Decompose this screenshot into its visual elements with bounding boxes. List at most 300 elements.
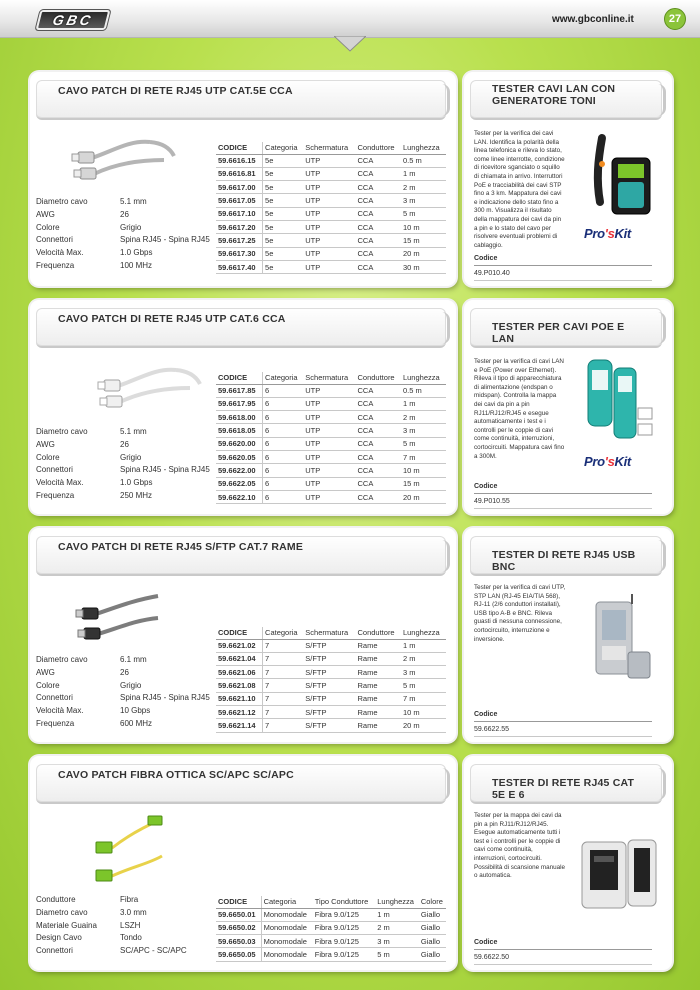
product-description: Tester per la verifica dei cavi LAN. Identifica la polarità della linea telefonica e rileva lo stato, come linee interrotte, condizione di ricevitore sganciato o squillo di chiamata in arrivo. Interruttori PoE e tracciabilità dei cavi STP fino a 3 km. Mappatura dei cavi e indicazione dello stato fino a 300 m. Visualizza il risultato della mappatura dei cavi da pin a pin e lo stato del cavo per risolvere eventuali problemi di cablaggio. <box>474 130 565 249</box>
product-description: Tester per la mappa dei cavi da pin a pin RJ11/RJ12/RJ45. Esegue automaticamente tutti i test e i controlli per le coppie di cavi come continuità, interruzioni, cortocircuiti. Possibilità di scansione manuale o automatica. <box>474 812 566 880</box>
table-cell: UTP <box>303 247 355 260</box>
spec-value: Grigio <box>120 452 142 462</box>
table-cell: CCA <box>356 181 401 194</box>
spec-label: Velocità Max. <box>36 248 84 258</box>
white-ethernet-cable-image <box>96 362 206 412</box>
column-header: Lunghezza <box>401 372 446 384</box>
table-cell: UTP <box>303 477 355 490</box>
spec-value: 1.0 Gbps <box>120 478 153 488</box>
spec-label: Colore <box>36 222 60 232</box>
table-row <box>216 921 446 934</box>
table-cell: Rame <box>356 679 401 692</box>
spec-row <box>36 452 210 465</box>
code-value: 49.P010.55 <box>474 494 652 509</box>
spec-value: 26 <box>120 209 129 219</box>
spec-label: Diametro cavo <box>36 427 88 436</box>
table-cell: 59.6617.30 <box>216 247 263 260</box>
table-cell: 5 m <box>375 948 419 961</box>
table-cell: Fibra 9.0/125 <box>313 948 376 961</box>
spec-value: Spina RJ45 - Spina RJ45 <box>120 235 210 245</box>
table-row <box>216 908 446 921</box>
table-cell: CCA <box>356 411 401 424</box>
table-cell: CCA <box>356 397 401 410</box>
table-cell: Rame <box>356 692 401 705</box>
table-cell: 5 m <box>401 679 446 692</box>
code-value: 49.P010.40 <box>474 266 652 281</box>
table-cell: Giallo <box>419 935 446 948</box>
table-cell: 0.5 m <box>401 154 446 167</box>
table-cell: CCA <box>356 464 401 477</box>
table-row <box>216 666 446 679</box>
product-description: Tester per la verifica di cavi LAN e PoE (Power over Ethernet). Rileva il tipo di apparecchiatura di alimentazione (endspan o midspan). Controlla la mappa dei cavi da pin a pin RJ11/RJ12/RJ45 e esegue automaticamente i test e i controlli per le coppie di cavi come continuità, interruzioni, cortocircuiti. Mappatura cavi fino a 300M. <box>474 358 565 460</box>
table-cell: 20 m <box>401 719 446 732</box>
table-cell: 5e <box>263 154 304 167</box>
spec-value: 100 MHz <box>120 260 153 270</box>
table-cell: 59.6622.00 <box>216 464 263 477</box>
column-header: Conduttore <box>356 372 401 384</box>
column-header: Schermatura <box>303 627 355 639</box>
spec-value: Grigio <box>120 680 142 690</box>
table-row <box>216 207 446 220</box>
spec-label: AWG <box>36 209 55 219</box>
spec-row <box>36 439 210 452</box>
table-row <box>216 397 446 410</box>
table-row <box>216 260 446 273</box>
table-cell: Monomodale <box>261 948 313 961</box>
brand-accent: 's <box>604 226 615 241</box>
spec-row <box>36 196 210 209</box>
table-cell: UTP <box>303 207 355 220</box>
spec-row <box>36 464 210 477</box>
spec-value: 5.1 mm <box>120 427 147 436</box>
table-cell: UTP <box>303 194 355 207</box>
table-cell: Monomodale <box>261 908 313 921</box>
product-card-fiber <box>30 756 456 970</box>
table-cell: CCA <box>356 194 401 207</box>
table-row <box>216 167 446 180</box>
spec-label: AWG <box>36 667 55 677</box>
table-row <box>216 437 446 450</box>
table-cell: UTP <box>303 260 355 273</box>
column-header: Schermatura <box>303 372 355 384</box>
table-cell: UTP <box>303 384 355 397</box>
table-row <box>216 234 446 247</box>
spec-label: Connettori <box>36 235 73 245</box>
table-cell: CCA <box>356 260 401 273</box>
table-row <box>216 490 446 503</box>
spec-label: Diametro cavo <box>36 907 88 917</box>
table-cell: 59.6621.08 <box>216 679 263 692</box>
table-cell: 59.6650.05 <box>216 948 261 961</box>
column-header: CODICE <box>216 372 263 384</box>
spec-value: Spina RJ45 - Spina RJ45 <box>120 693 210 703</box>
tester-card-cat5e-6 <box>464 756 672 970</box>
table-cell: 59.6650.03 <box>216 935 261 948</box>
table-row <box>216 639 446 652</box>
spec-value: 10 Gbps <box>120 706 151 716</box>
table-cell: Rame <box>356 719 401 732</box>
product-title: CAVO PATCH FIBRA OTTICA SC/APC SC/APC <box>58 769 294 781</box>
spec-value: 5.1 mm <box>120 197 147 206</box>
spec-row <box>36 260 210 273</box>
code-box <box>474 708 652 737</box>
table-cell: CCA <box>356 424 401 437</box>
table-cell: Monomodale <box>261 921 313 934</box>
product-code-table <box>216 896 446 962</box>
code-label: Codice <box>474 708 652 722</box>
table-cell: UTP <box>303 154 355 167</box>
spec-row <box>36 945 187 958</box>
table-cell: 30 m <box>401 260 446 273</box>
table-cell: Giallo <box>419 908 446 921</box>
table-cell: UTP <box>303 464 355 477</box>
column-header: CODICE <box>216 142 263 154</box>
tester-card-lan-tone <box>464 72 672 286</box>
spec-label: Diametro cavo <box>36 197 88 206</box>
spec-row <box>36 209 210 222</box>
table-cell: 59.6617.00 <box>216 181 263 194</box>
table-cell: 7 <box>263 679 304 692</box>
column-header: Conduttore <box>356 142 401 154</box>
column-header: Conduttore <box>356 627 401 639</box>
spec-label: Conduttore <box>36 895 76 904</box>
table-cell: 59.6616.15 <box>216 154 263 167</box>
spec-row <box>36 477 210 490</box>
spec-row <box>36 932 187 945</box>
table-cell: 15 m <box>401 477 446 490</box>
product-code-table <box>216 627 446 733</box>
table-cell: 7 <box>263 705 304 718</box>
spec-value: 6.1 mm <box>120 655 147 664</box>
product-code-table <box>216 142 446 274</box>
column-header: Categoria <box>263 372 304 384</box>
table-cell: 59.6617.25 <box>216 234 263 247</box>
table-row <box>216 705 446 718</box>
rj45-tester-image <box>578 834 662 914</box>
table-cell: 59.6622.10 <box>216 490 263 503</box>
spec-label: Velocità Max. <box>36 478 84 488</box>
table-cell: CCA <box>356 247 401 260</box>
spec-value: Grigio <box>120 222 142 232</box>
table-cell: 6 <box>263 384 304 397</box>
table-cell: 7 <box>263 639 304 652</box>
table-cell: CCA <box>356 450 401 463</box>
product-code-table <box>216 372 446 504</box>
table-cell: S/FTP <box>303 692 355 705</box>
table-row <box>216 719 446 732</box>
spec-value: 1.0 Gbps <box>120 248 153 258</box>
table-cell: Rame <box>356 705 401 718</box>
spec-row <box>36 894 187 907</box>
website-url[interactable]: www.gbconline.it <box>552 14 634 25</box>
spec-value: LSZH <box>120 920 141 930</box>
spec-value: 250 MHz <box>120 490 153 500</box>
table-cell: CCA <box>356 490 401 503</box>
spec-row <box>36 680 210 693</box>
table-cell: 10 m <box>401 464 446 477</box>
spec-value: 600 MHz <box>120 718 153 728</box>
fiber-optic-cable-image <box>90 814 170 894</box>
table-cell: CCA <box>356 154 401 167</box>
table-cell: Rame <box>356 639 401 652</box>
table-cell: 5e <box>263 194 304 207</box>
spec-list <box>36 654 210 731</box>
table-cell: 6 <box>263 411 304 424</box>
table-cell: 59.6617.10 <box>216 207 263 220</box>
table-cell: 7 <box>263 666 304 679</box>
table-cell: S/FTP <box>303 719 355 732</box>
table-cell: 5 m <box>401 207 446 220</box>
table-row <box>216 411 446 424</box>
table-cell: 59.6621.06 <box>216 666 263 679</box>
table-cell: 6 <box>263 477 304 490</box>
table-cell: 6 <box>263 424 304 437</box>
spec-label: Frequenza <box>36 490 75 500</box>
code-box <box>474 252 652 281</box>
spec-list <box>36 894 187 958</box>
spec-row <box>36 222 210 235</box>
table-cell: UTP <box>303 181 355 194</box>
table-cell: 59.6618.05 <box>216 424 263 437</box>
table-cell: UTP <box>303 437 355 450</box>
table-cell: S/FTP <box>303 639 355 652</box>
spec-label: AWG <box>36 439 55 449</box>
table-cell: 59.6621.14 <box>216 719 263 732</box>
code-box <box>474 480 652 509</box>
table-row <box>216 450 446 463</box>
table-cell: Giallo <box>419 948 446 961</box>
product-title: CAVO PATCH DI RETE RJ45 UTP CAT.5E CCA <box>58 85 293 97</box>
table-cell: 6 <box>263 397 304 410</box>
table-cell: 59.6621.02 <box>216 639 263 652</box>
table-cell: 59.6621.10 <box>216 692 263 705</box>
table-cell: 5e <box>263 167 304 180</box>
product-title: TESTER PER CAVI POE E LAN <box>492 321 625 345</box>
table-cell: 59.6650.02 <box>216 921 261 934</box>
column-header: Categoria <box>263 627 304 639</box>
table-cell: 7 <box>263 692 304 705</box>
table-cell: Rame <box>356 666 401 679</box>
tester-card-poe-lan <box>464 300 672 514</box>
table-cell: 59.6617.20 <box>216 220 263 233</box>
spec-value: 3.0 mm <box>120 907 147 917</box>
table-cell: 59.6650.01 <box>216 908 261 921</box>
column-header: Lunghezza <box>401 627 446 639</box>
spec-row <box>36 247 210 260</box>
table-cell: 15 m <box>401 234 446 247</box>
table-cell: 59.6622.05 <box>216 477 263 490</box>
table-cell: 59.6621.12 <box>216 705 263 718</box>
product-title: CAVO PATCH DI RETE RJ45 S/FTP CAT.7 RAME <box>58 541 304 553</box>
table-header-row <box>216 142 446 154</box>
table-cell: 5e <box>263 247 304 260</box>
table-cell: UTP <box>303 490 355 503</box>
table-cell: Rame <box>356 652 401 665</box>
column-header: CODICE <box>216 627 263 639</box>
product-card-cat5e <box>30 72 456 286</box>
table-cell: CCA <box>356 234 401 247</box>
table-cell: 6 <box>263 464 304 477</box>
table-cell: 1 m <box>401 397 446 410</box>
spec-value: 26 <box>120 439 129 449</box>
table-cell: 59.6617.05 <box>216 194 263 207</box>
product-title: TESTER DI RETE RJ45 CAT 5E E 6 <box>492 777 635 801</box>
table-cell: CCA <box>356 477 401 490</box>
column-header: Tipo Conduttore <box>313 896 376 908</box>
table-cell: 59.6617.40 <box>216 260 263 273</box>
table-cell: 1 m <box>401 167 446 180</box>
product-title: TESTER DI RETE RJ45 USB BNC <box>492 549 636 573</box>
table-cell: 20 m <box>401 490 446 503</box>
table-cell: UTP <box>303 424 355 437</box>
spec-row <box>36 667 210 680</box>
table-header-row <box>216 627 446 639</box>
table-cell: 59.6621.04 <box>216 652 263 665</box>
spec-label: Velocità Max. <box>36 706 84 716</box>
spec-list <box>36 196 210 273</box>
table-cell: 59.6616.81 <box>216 167 263 180</box>
column-header: Lunghezza <box>401 142 446 154</box>
spec-label: Frequenza <box>36 718 75 728</box>
table-cell: UTP <box>303 450 355 463</box>
column-header: Lunghezza <box>375 896 419 908</box>
table-cell: 5e <box>263 220 304 233</box>
logo-text: GBC <box>50 12 96 28</box>
table-row <box>216 464 446 477</box>
table-cell: 0.5 m <box>401 384 446 397</box>
table-row <box>216 935 446 948</box>
table-cell: 59.6620.05 <box>216 450 263 463</box>
tone-tester-image <box>582 130 662 220</box>
spec-row <box>36 426 210 439</box>
table-cell: 5e <box>263 181 304 194</box>
table-cell: 59.6617.85 <box>216 384 263 397</box>
proskit-logo: Pro'sKit <box>584 454 631 469</box>
table-row <box>216 247 446 260</box>
table-cell: 5e <box>263 234 304 247</box>
table-row <box>216 220 446 233</box>
tester-card-usb-bnc <box>464 528 672 742</box>
spec-value: Spina RJ45 - Spina RJ45 <box>120 465 210 475</box>
column-header: Schermatura <box>303 142 355 154</box>
table-cell: 2 m <box>375 921 419 934</box>
spec-label: Design Cavo <box>36 933 82 943</box>
proskit-logo: Pro'sKit <box>584 226 631 241</box>
table-cell: 2 m <box>401 181 446 194</box>
spec-label: Colore <box>36 452 60 462</box>
table-cell: CCA <box>356 220 401 233</box>
table-cell: 7 m <box>401 692 446 705</box>
table-cell: 5e <box>263 207 304 220</box>
table-cell: S/FTP <box>303 666 355 679</box>
spec-label: Materiale Guaina <box>36 920 97 930</box>
spec-row <box>36 692 210 705</box>
grey-ethernet-cable-image <box>70 134 180 184</box>
product-card-cat7 <box>30 528 456 742</box>
table-cell: UTP <box>303 411 355 424</box>
table-cell: 3 m <box>401 666 446 679</box>
product-description: Tester per la verifica di cavi UTP, STP LAN (RJ-45 EIA/TIA 568), RJ-11 (2/6 conduttori installati), USB tipo A-B e BNC. Rileva guasti di nessuna connessione, cortocircuito, interruzione e inversione. <box>474 584 566 643</box>
table-cell: 2 m <box>401 652 446 665</box>
spec-row <box>36 654 210 667</box>
column-header: Categoria <box>263 142 304 154</box>
code-label: Codice <box>474 252 652 266</box>
table-cell: 6 <box>263 490 304 503</box>
table-cell: 6 <box>263 450 304 463</box>
table-cell: 7 m <box>401 450 446 463</box>
table-cell: 7 <box>263 652 304 665</box>
table-cell: 5 m <box>401 437 446 450</box>
product-title: CAVO PATCH DI RETE RJ45 UTP CAT.6 CCA <box>58 313 286 325</box>
table-cell: UTP <box>303 220 355 233</box>
table-row <box>216 652 446 665</box>
spec-value: Tondo <box>120 933 142 943</box>
column-header: Colore <box>419 896 446 908</box>
table-row <box>216 181 446 194</box>
spec-list <box>36 426 210 503</box>
table-cell: 59.6618.00 <box>216 411 263 424</box>
table-cell: 7 <box>263 719 304 732</box>
table-cell: UTP <box>303 167 355 180</box>
spec-row <box>36 718 210 731</box>
table-cell: 1 m <box>401 639 446 652</box>
table-cell: CCA <box>356 167 401 180</box>
table-cell: Giallo <box>419 921 446 934</box>
product-card-cat6 <box>30 300 456 514</box>
usb-bnc-tester-image <box>582 590 662 690</box>
table-header-row <box>216 372 446 384</box>
code-box <box>474 936 652 965</box>
table-cell: 5e <box>263 260 304 273</box>
spec-row <box>36 705 210 718</box>
spec-value: SC/APC - SC/APC <box>120 946 187 956</box>
table-header-row <box>216 896 446 908</box>
spec-row <box>36 234 210 247</box>
table-cell: Fibra 9.0/125 <box>313 921 376 934</box>
table-cell: 3 m <box>375 935 419 948</box>
column-header: CODICE <box>216 896 261 908</box>
spec-label: Connettori <box>36 693 73 703</box>
sftp-cable-image <box>74 590 164 650</box>
spec-row <box>36 920 187 933</box>
poe-tester-image <box>570 354 656 444</box>
table-row <box>216 692 446 705</box>
spec-label: Diametro cavo <box>36 655 88 664</box>
table-row <box>216 384 446 397</box>
header-notch <box>334 36 366 52</box>
spec-row <box>36 907 187 920</box>
spec-row <box>36 490 210 503</box>
code-label: Codice <box>474 480 652 494</box>
code-label: Codice <box>474 936 652 950</box>
table-cell: UTP <box>303 397 355 410</box>
spec-label: Connettori <box>36 946 73 956</box>
table-cell: 59.6620.00 <box>216 437 263 450</box>
code-value: 59.6622.50 <box>474 950 652 965</box>
table-cell: UTP <box>303 234 355 247</box>
table-cell: 59.6617.95 <box>216 397 263 410</box>
table-cell: S/FTP <box>303 705 355 718</box>
product-title: TESTER CAVI LAN CON GENERATORE TONI <box>492 83 616 107</box>
gbc-logo[interactable] <box>36 10 111 30</box>
table-cell: Fibra 9.0/125 <box>313 908 376 921</box>
table-cell: Monomodale <box>261 935 313 948</box>
spec-label: Colore <box>36 680 60 690</box>
table-row <box>216 154 446 167</box>
column-header: Categoria <box>261 896 313 908</box>
spec-label: Frequenza <box>36 260 75 270</box>
page-number-badge: 27 <box>664 8 686 30</box>
